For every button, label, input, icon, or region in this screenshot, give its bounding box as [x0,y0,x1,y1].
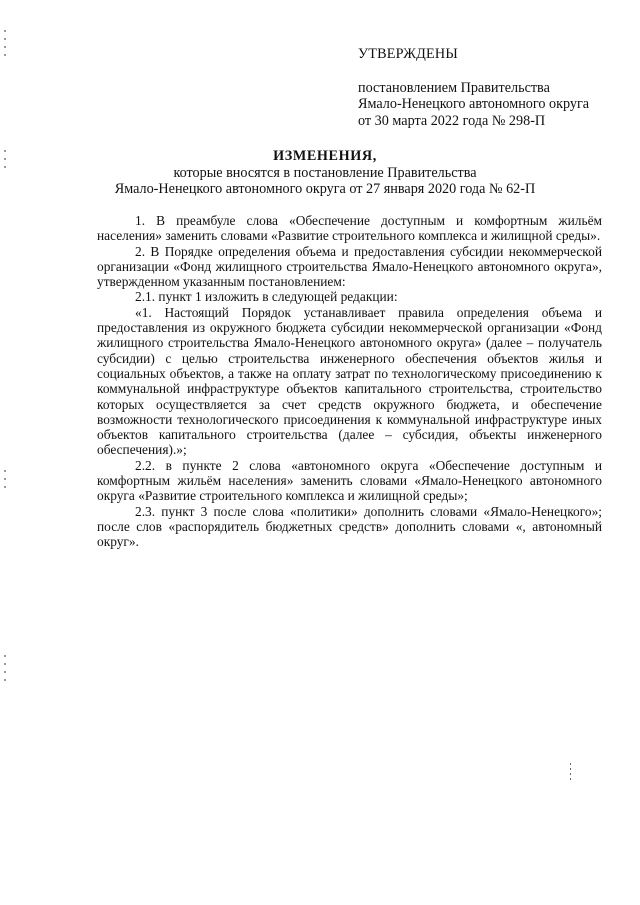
scan-mark [569,763,573,783]
document-body [97,213,602,550]
paragraph: 2.3. пункт 3 после слова «политики» дополнить словами «Ямало-Ненецкого»; после слов «распорядитель бюджетных средств» дополнить словами «, автономный округ». [97,503,602,550]
title-line: которые вносятся в постановление Правительства [173,164,477,181]
approval-block [358,46,628,129]
approval-heading: УТВЕРЖДЕНЫ [358,46,458,62]
approval-line: от 30 марта 2022 года № 298-П [358,112,546,129]
title-line: Ямало-Ненецкого автономного округа от 27 января 2020 года № 62-П [114,181,536,197]
scan-mark [4,655,10,687]
paragraph: 2.2. в пункте 2 слова «автономного округа «Обеспечение доступным и комфортным жильём населения» заменить словами «Ямало-Ненецкого автономного округа «Развитие строительного комплекса и жилищной среды»; [97,457,602,504]
paragraph: 2.1. пункт 1 изложить в следующей редакции: [135,289,398,305]
approval-line: Ямало-Ненецкого автономного округа [358,96,590,112]
scan-mark [4,470,10,494]
paragraph: 1. В преамбуле слова «Обеспечение доступным и комфортным жильём населения» заменить словами «Развитие строительного комплекса и жилищной среды». [97,213,602,244]
scan-mark [4,30,10,62]
document-title [60,148,590,198]
title-main: ИЗМЕНЕНИЯ, [273,148,377,164]
paragraph: 2. В Порядке определения объема и предоставления субсидии некоммерческой организации «Фонд жилищного строительства Ямало-Ненецкого автономного округа», утвержденном указанным постановлением: [97,243,602,290]
paragraph: «1. Настоящий Порядок устанавливает правила определения объема и предоставления из окружного бюджета субсидии некоммерческой организации «Фонд жилищного строительства Ямало-Ненецкого автономного округа» (далее – получатель субсидии) с целью строительства инженерного обеспечения объектов жилья и социальных объектов, а также на оплату затрат по технологическому присоединению к коммунальной инфраструктуре объектов капитального строительства, строительство которых осуществляется за счет средств окружного бюджета, и обеспечение возможности технологического присоединения к коммунальной инфраструктуре иных объектов капитального строительства (далее – субсидия, объекты инженерного обеспечения).»; [97,304,602,458]
scan-mark [4,150,10,174]
approval-line: постановлением Правительства [358,79,550,96]
